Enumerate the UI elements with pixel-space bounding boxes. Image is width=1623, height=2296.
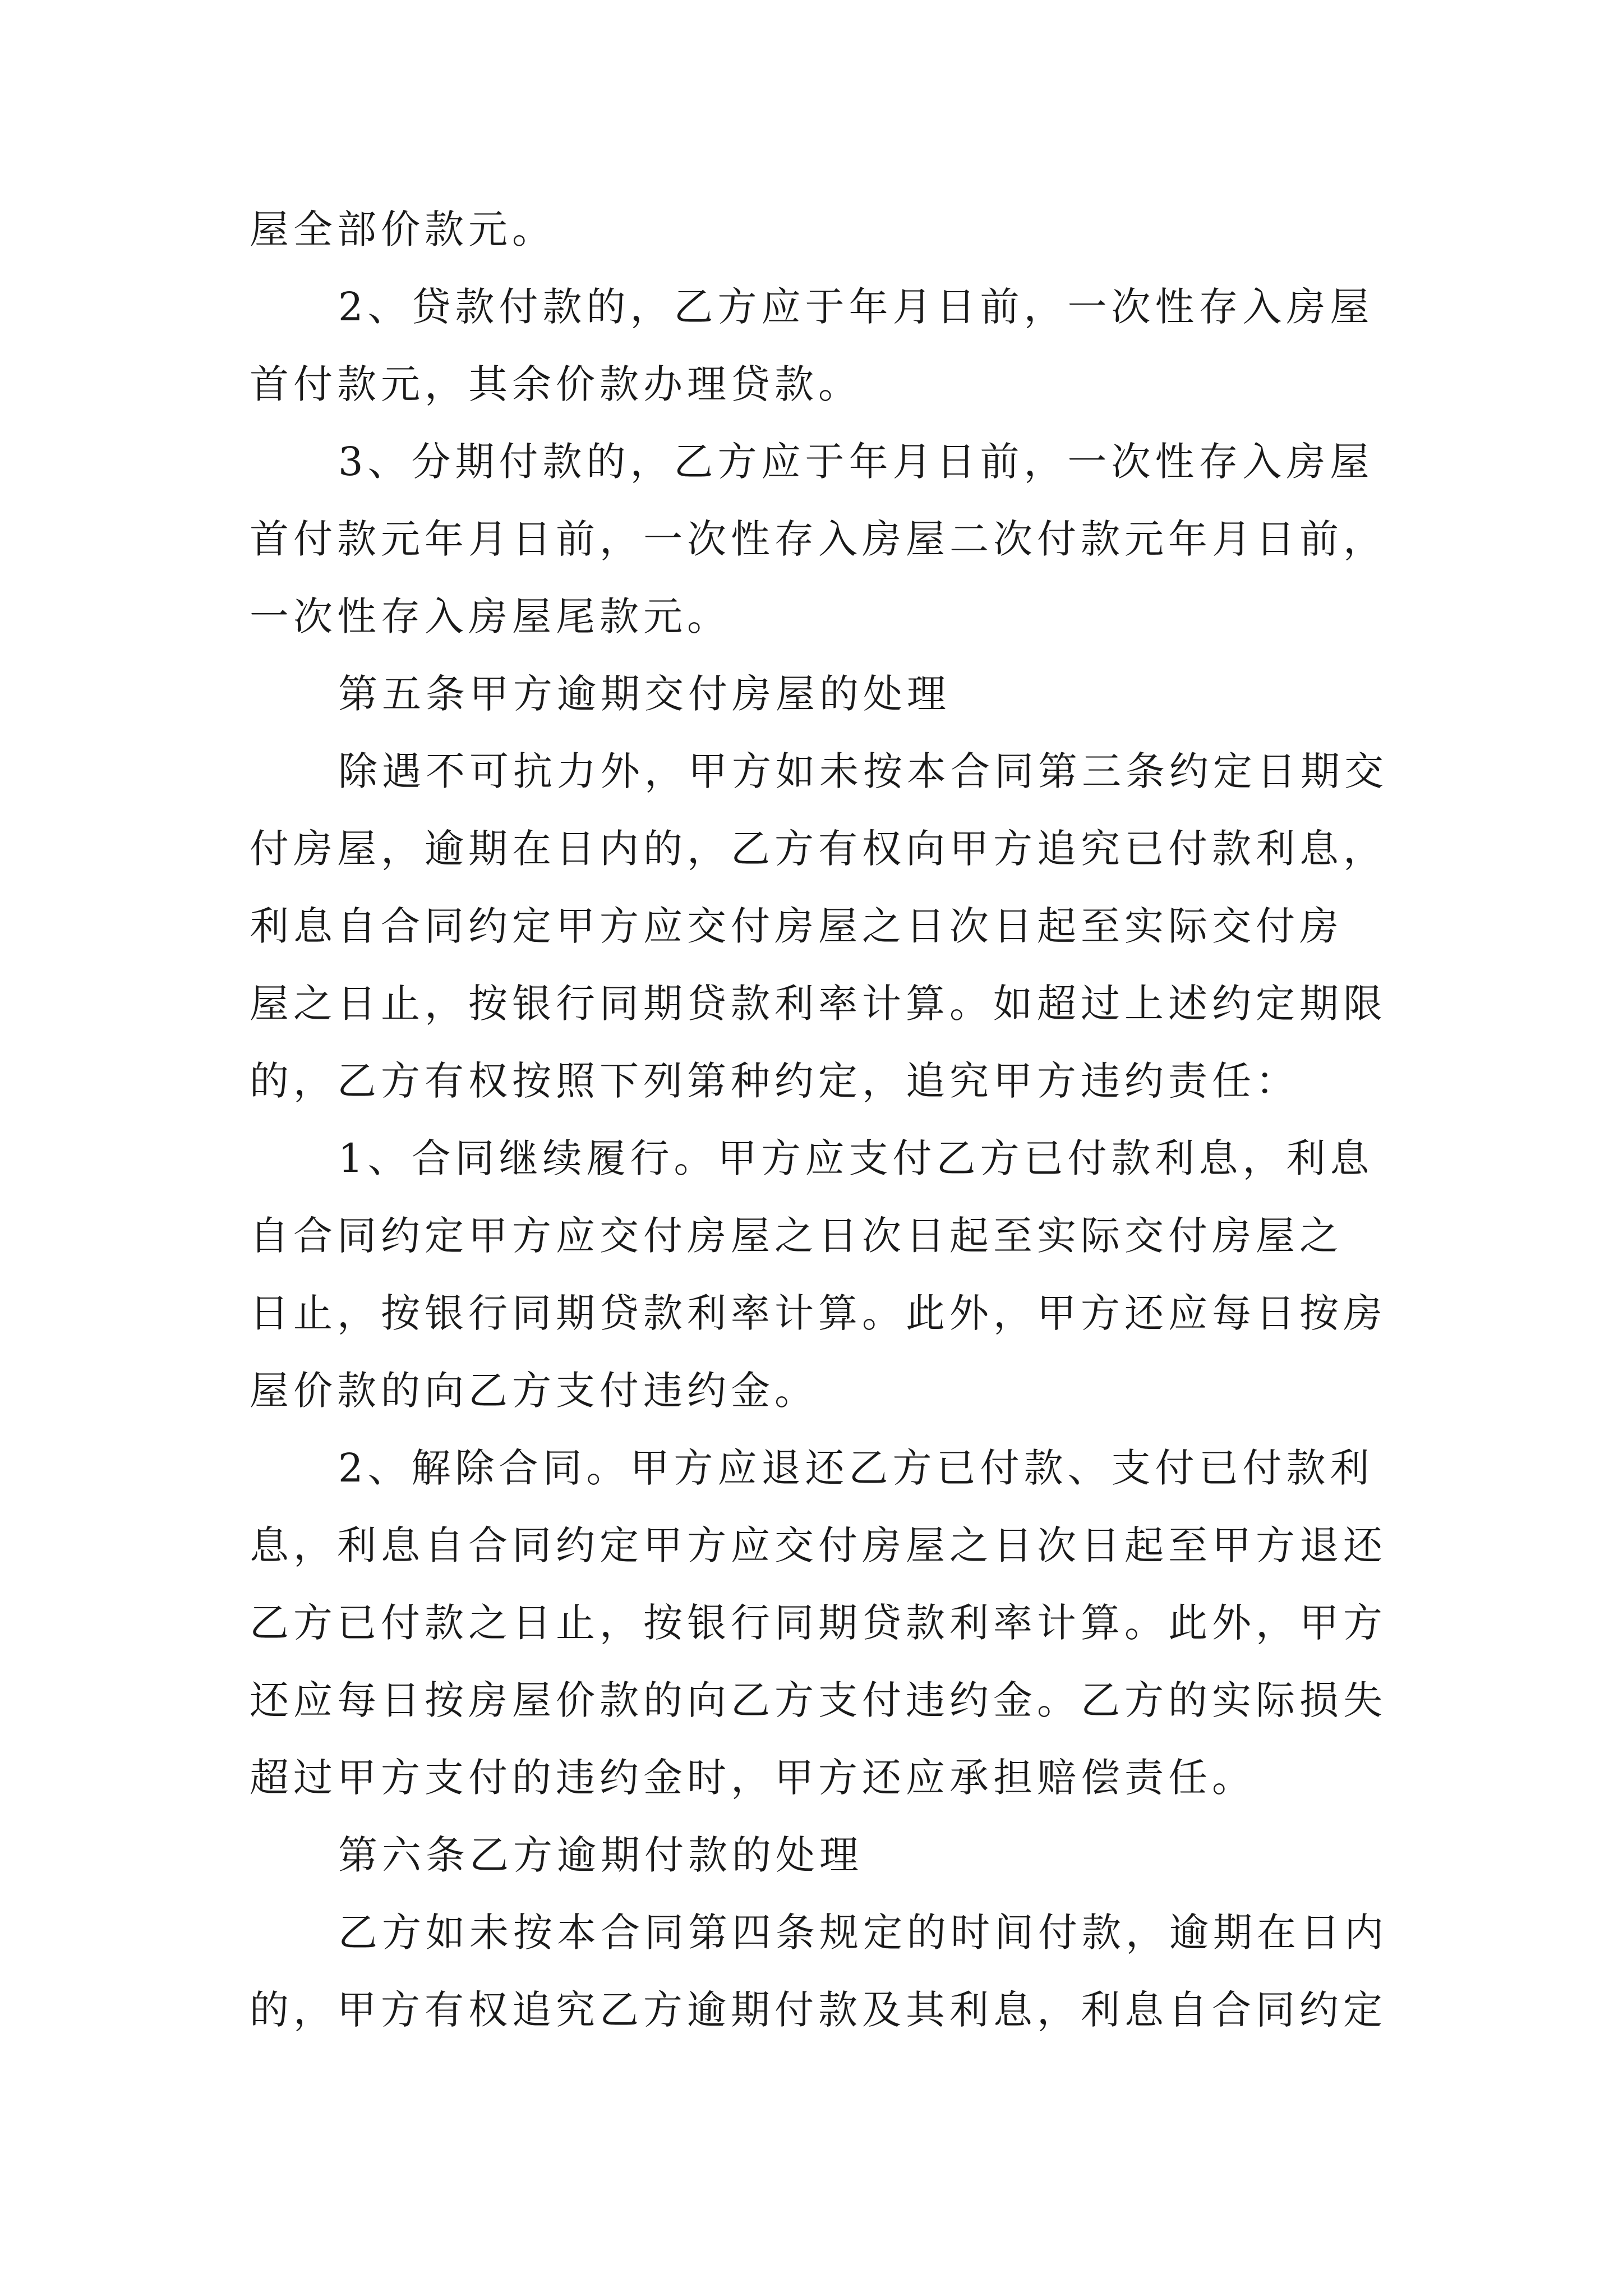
text-line: 屋之日止，按银行同期贷款利率计算。如超过上述约定期限 <box>250 981 1387 1027</box>
document-body <box>250 191 1394 2049</box>
text-line: 的，乙方有权按照下列第种约定，追究甲方违约责任： <box>250 1058 1299 1104</box>
paragraph-first-line: 1、合同继续履行。甲方应支付乙方已付款利息，利息 <box>338 1135 1374 1181</box>
paragraph-first-line: 3、分期付款的，乙方应于年月日前，一次性存入房屋 <box>338 439 1374 485</box>
text-line: 的，甲方有权追究乙方逾期付款及其利息，利息自合同约定 <box>250 1987 1387 2033</box>
paragraph-first-line: 除遇不可抗力外，甲方如未按本合同第三条约定日期交 <box>338 748 1388 794</box>
text-line: 一次性存入房屋尾款元。 <box>250 593 731 639</box>
text-line: 息，利息自合同约定甲方应交付房屋之日次日起至甲方退还 <box>250 1522 1387 1568</box>
paragraph-first-line: 第五条甲方逾期交付房屋的处理 <box>338 671 951 717</box>
paragraph-first-line: 2、贷款付款的，乙方应于年月日前，一次性存入房屋 <box>338 284 1374 330</box>
text-line: 利息自合同约定甲方应交付房屋之日次日起至实际交付房 <box>250 903 1343 949</box>
text-line: 屋价款的向乙方支付违约金。 <box>250 1368 818 1414</box>
text-line: 首付款元，其余价款办理贷款。 <box>250 361 862 407</box>
text-line: 日止，按银行同期贷款利率计算。此外，甲方还应每日按房 <box>250 1290 1387 1336</box>
text-line: 自合同约定甲方应交付房屋之日次日起至实际交付房屋之 <box>250 1213 1343 1259</box>
text-line: 还应每日按房屋价款的向乙方支付违约金。乙方的实际损失 <box>250 1677 1387 1723</box>
text-line: 超过甲方支付的违约金时，甲方还应承担赔偿责任。 <box>250 1755 1256 1801</box>
text-line: 付房屋，逾期在日内的，乙方有权向甲方追究已付款利息， <box>250 826 1387 872</box>
text-line: 乙方已付款之日止，按银行同期贷款利率计算。此外，甲方 <box>250 1600 1387 1646</box>
text-line: 屋全部价款元。 <box>250 206 556 252</box>
text-line: 首付款元年月日前，一次性存入房屋二次付款元年月日前， <box>250 516 1387 562</box>
paragraph-first-line: 第六条乙方逾期付款的处理 <box>338 1832 863 1878</box>
paragraph-first-line: 乙方如未按本合同第四条规定的时间付款，逾期在日内 <box>338 1910 1388 1955</box>
paragraph-first-line: 2、解除合同。甲方应退还乙方已付款、支付已付款利 <box>338 1445 1374 1491</box>
